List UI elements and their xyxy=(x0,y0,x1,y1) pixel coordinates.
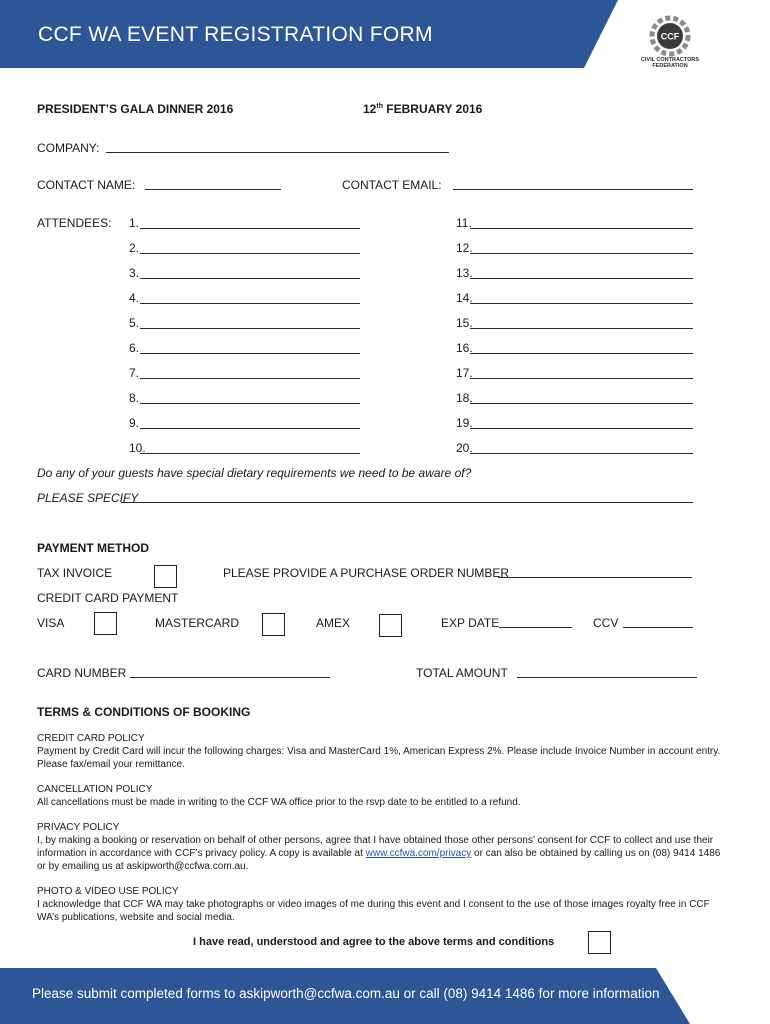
attendee-number: 4. xyxy=(129,291,140,305)
exp-date-field[interactable] xyxy=(499,627,572,628)
logo-org-line-2: FEDERATION xyxy=(652,63,688,69)
attendee-name-field[interactable] xyxy=(140,403,360,404)
attendee-number: 6. xyxy=(129,341,140,355)
attendee-name-field[interactable] xyxy=(140,328,360,329)
attendee-number: 7. xyxy=(129,366,140,380)
tax-invoice-checkbox[interactable] xyxy=(154,565,177,588)
attendee-name-field[interactable] xyxy=(140,228,360,229)
attendee-number: 8. xyxy=(129,391,140,405)
attendee-name-field[interactable] xyxy=(470,278,693,279)
agree-terms-checkbox[interactable] xyxy=(588,931,611,954)
attendee-name-field[interactable] xyxy=(470,328,693,329)
attendee-number: 1. xyxy=(129,216,140,230)
attendee-number: 5. xyxy=(129,316,140,330)
attendee-number: 11. xyxy=(456,216,472,230)
attendee-name-field[interactable] xyxy=(470,353,693,354)
attendee-number: 10. xyxy=(129,441,146,455)
attendee-number: 13. xyxy=(456,266,473,280)
attendee-name-field[interactable] xyxy=(470,403,693,404)
attendee-number: 3. xyxy=(129,266,140,280)
please-specify-label: PLEASE SPECIFY xyxy=(37,491,139,505)
event-date xyxy=(363,102,482,116)
attendee-number: 12. xyxy=(456,241,473,255)
attendee-name-field[interactable] xyxy=(140,278,360,279)
total-amount-field[interactable] xyxy=(517,677,697,678)
dietary-question: Do any of your guests have special dietary requirements we need to be aware of? xyxy=(37,466,472,480)
mastercard-checkbox[interactable] xyxy=(262,613,285,636)
attendee-number: 20. xyxy=(456,441,473,455)
attendee-number: 17. xyxy=(456,366,473,380)
attendee-name-field[interactable] xyxy=(470,428,693,429)
contact-email-field[interactable] xyxy=(453,189,693,190)
attendee-name-field[interactable] xyxy=(470,378,693,379)
event-date-day: 12 xyxy=(363,102,377,116)
attendee-name-field[interactable] xyxy=(470,453,693,454)
visa-checkbox[interactable] xyxy=(94,612,117,635)
event-date-suffix: th xyxy=(376,103,383,110)
total-amount-label: TOTAL AMOUNT xyxy=(416,666,508,680)
payment-method-heading: PAYMENT METHOD xyxy=(37,541,150,555)
privacy-policy-title: PRIVACY POLICY xyxy=(37,822,120,833)
attendee-number: 2. xyxy=(129,241,140,255)
attendee-name-field[interactable] xyxy=(470,303,693,304)
attendee-name-field[interactable] xyxy=(140,428,360,429)
please-specify-field[interactable] xyxy=(121,502,693,503)
visa-label: VISA xyxy=(37,616,65,630)
footer-submit-info: Please submit completed forms to askipworth@ccfwa.com.au or call (08) 9414 1486 for more information xyxy=(32,986,660,1001)
tax-invoice-label: TAX INVOICE xyxy=(37,566,113,580)
logo-organisation-name xyxy=(622,57,718,69)
photo-video-policy-text: I acknowledge that CCF WA may take photographs or video images of me during this event and I consent to the use of those images royalty free in CCF WA’s publications, website and social media. xyxy=(37,899,710,923)
attendee-name-field[interactable] xyxy=(140,453,360,454)
credit-card-payment-label: CREDIT CARD PAYMENT xyxy=(37,591,179,605)
form-title: CCF WA EVENT REGISTRATION FORM xyxy=(38,23,433,46)
photo-video-policy-section xyxy=(37,885,729,924)
privacy-policy-text-2: or can also be obtained by calling us on (08) 9414 1486 or by emailing us at askipworth@ccfwa.com.au. xyxy=(37,848,721,872)
purchase-order-field[interactable] xyxy=(498,577,692,578)
amex-label: AMEX xyxy=(316,616,351,630)
credit-card-policy-section xyxy=(37,732,729,771)
attendee-number: 19. xyxy=(456,416,473,430)
ccv-label: CCV xyxy=(593,616,619,630)
amex-checkbox[interactable] xyxy=(379,614,402,637)
ccv-field[interactable] xyxy=(623,627,693,628)
attendee-number: 9. xyxy=(129,416,140,430)
cancellation-policy-title: CANCELLATION POLICY xyxy=(37,784,153,795)
company-field[interactable] xyxy=(106,152,449,153)
attendee-number: 15. xyxy=(456,316,473,330)
logo-org-line-1: CIVIL CONTRACTORS xyxy=(640,57,700,63)
attendees-label: ATTENDEES: xyxy=(37,216,112,230)
photo-video-policy-title: PHOTO & VIDEO USE POLICY xyxy=(37,886,179,897)
attendee-name-field[interactable] xyxy=(140,253,360,254)
event-date-rest: FEBRUARY 2016 xyxy=(382,102,483,116)
cancellation-policy-text: All cancellations must be made in writing to the CCF WA office prior to the rsvp date to be entitled to a refund. xyxy=(37,797,521,808)
company-label: COMPANY: xyxy=(37,141,100,155)
contact-name-field[interactable] xyxy=(145,189,281,190)
logo-text: CCF xyxy=(660,31,680,42)
credit-card-policy-title: CREDIT CARD POLICY xyxy=(37,733,145,744)
contact-email-label: CONTACT EMAIL: xyxy=(342,178,442,192)
cancellation-policy-section xyxy=(37,783,729,809)
attendee-name-field[interactable] xyxy=(470,228,693,229)
attendee-name-field[interactable] xyxy=(140,303,360,304)
mastercard-label: MASTERCARD xyxy=(155,616,240,630)
attendee-name-field[interactable] xyxy=(140,353,360,354)
contact-name-label: CONTACT NAME: xyxy=(37,178,136,192)
event-name: PRESIDENT’S GALA DINNER 2016 xyxy=(37,102,234,116)
credit-card-policy-text: Payment by Credit Card will incur the following charges: Visa and MasterCard 1%, American Express 2%. Please include Invoice Number in account entry. Please fax/email your remittance. xyxy=(37,746,721,770)
attendee-number: 18. xyxy=(456,391,473,405)
privacy-policy-section xyxy=(37,821,729,873)
attendee-name-field[interactable] xyxy=(140,378,360,379)
attendee-number: 14. xyxy=(456,291,473,305)
attendee-number: 16. xyxy=(456,341,473,355)
agree-terms-label: I have read, understood and agree to the above terms and conditions xyxy=(193,936,555,948)
privacy-policy-text-1: I, by making a booking or reservation on behalf of other persons, agree that I have obtained those other persons’ consent for CCF to collect and use their information in accordance with CCF’s privacy policy. A copy is available at xyxy=(37,835,714,859)
card-number-label: CARD NUMBER xyxy=(37,666,127,680)
exp-date-label: EXP DATE xyxy=(441,616,500,630)
purchase-order-label: PLEASE PROVIDE A PURCHASE ORDER NUMBER xyxy=(223,566,510,580)
card-number-field[interactable] xyxy=(130,677,330,678)
terms-heading: TERMS & CONDITIONS OF BOOKING xyxy=(37,705,251,719)
privacy-policy-link[interactable]: www.ccfwa.com/privacy xyxy=(365,848,472,859)
attendee-name-field[interactable] xyxy=(470,253,693,254)
